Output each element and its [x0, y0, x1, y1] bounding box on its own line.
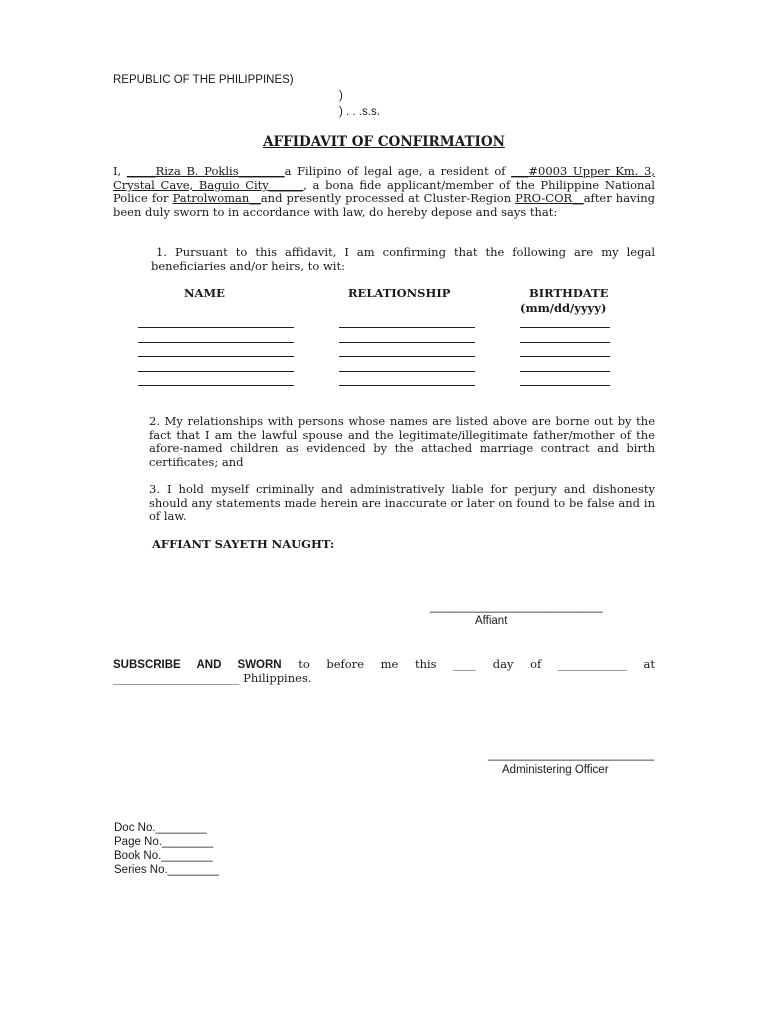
region-value: PRO-COR: [515, 191, 573, 206]
birthdate-blank[interactable]: [520, 342, 610, 343]
col-relationship-header: RELATIONSHIP: [348, 286, 451, 300]
officer-signature-line[interactable]: __________________________: [488, 749, 655, 761]
relationship-blank[interactable]: [339, 342, 475, 343]
birthdate-blank[interactable]: [520, 356, 610, 357]
relationship-blank[interactable]: [339, 371, 475, 372]
affiant-name: Riza B. Poklis: [155, 164, 239, 178]
birthdate-blank[interactable]: [520, 385, 610, 386]
position-field: Patrolwoman__: [172, 191, 261, 206]
ss-line: ) . . .s.s.: [339, 106, 380, 118]
affiant-sayeth-naught: AFFIANT SAYETH NAUGHT:: [152, 537, 335, 551]
name-blank[interactable]: [138, 342, 294, 343]
subscribe-line-1: [113, 657, 655, 672]
page-title: AFFIDAVIT OF CONFIRMATION: [263, 134, 505, 150]
officer-label: Administering Officer: [502, 764, 609, 776]
col-name-header: NAME: [184, 286, 225, 300]
item-3-paragraph: 3. I hold myself criminally and administratively liable for perjury and dishonesty should any statements made herein are inaccurate or later on found to be false and in of law.: [149, 482, 655, 524]
relationship-blank[interactable]: [339, 356, 475, 357]
venue-paren: ): [339, 90, 343, 102]
series-no: Series No.________: [114, 864, 219, 876]
subscribe-text-1: to before me this ____ day of ____________ at: [281, 657, 655, 671]
item-2-paragraph: 2. My relationships with persons whose names are listed above are borne out by the fact that I am the lawful spouse and the legitimate/illegitimate father/mother of the afore-named children as evidenced by the attached marriage contract and birth certificates; and: [149, 414, 655, 470]
item-1-paragraph: 1. Pursuant to this affidavit, I am confirming that the following are my legal beneficiaries and/or heirs, to wit:: [151, 245, 655, 273]
subscribe-line-2: ______________________ Philippines.: [113, 671, 312, 685]
intro-text-1: a Filipino of legal age, a resident of: [284, 164, 512, 178]
intro-text-3: and presently processed at Cluster-Region: [260, 191, 516, 206]
affiant-signature-line[interactable]: ___________________________: [430, 601, 603, 613]
name-blank[interactable]: [138, 356, 294, 357]
intro-text-2: , a bona fide applicant/member of the Philippine National Police for: [113, 177, 655, 206]
affiant-name-field: _____Riza B. Poklis________: [126, 164, 285, 178]
address-line-2: 3, Crystal Cave, Baguio City: [113, 164, 656, 192]
doc-no: Doc No.________: [114, 822, 207, 834]
republic-line: REPUBLIC OF THE PHILIPPINES): [113, 74, 294, 86]
col-birthdate-format: (mm/dd/yyyy): [520, 301, 607, 315]
address-field: ___#0003 Upper Km. 3, Crystal Cave, Baguio City______: [113, 164, 656, 192]
relationship-blank[interactable]: [339, 385, 475, 386]
intro-paragraph: [113, 165, 655, 220]
page-no: Page No.________: [114, 836, 214, 848]
position-value: Patrolwoman: [172, 191, 250, 206]
name-blank[interactable]: [138, 385, 294, 386]
name-blank[interactable]: [138, 327, 294, 328]
relationship-blank[interactable]: [339, 327, 475, 328]
intro-i: I,: [113, 164, 127, 178]
affiant-label: Affiant: [475, 615, 508, 627]
birthdate-blank[interactable]: [520, 327, 610, 328]
book-no: Book No.________: [114, 850, 213, 862]
name-blank[interactable]: [138, 371, 294, 372]
address-line-1: #0003 Upper Km.: [528, 164, 639, 178]
col-birthdate-header: BIRTHDATE: [529, 286, 609, 300]
region-field: PRO-COR__: [515, 191, 584, 206]
subscribe-bold: SUBSCRIBE AND SWORN: [113, 659, 282, 671]
birthdate-blank[interactable]: [520, 371, 610, 372]
intro-text-4: after having been duly sworn to in accordance with law, do hereby depose and says that:: [113, 191, 655, 220]
